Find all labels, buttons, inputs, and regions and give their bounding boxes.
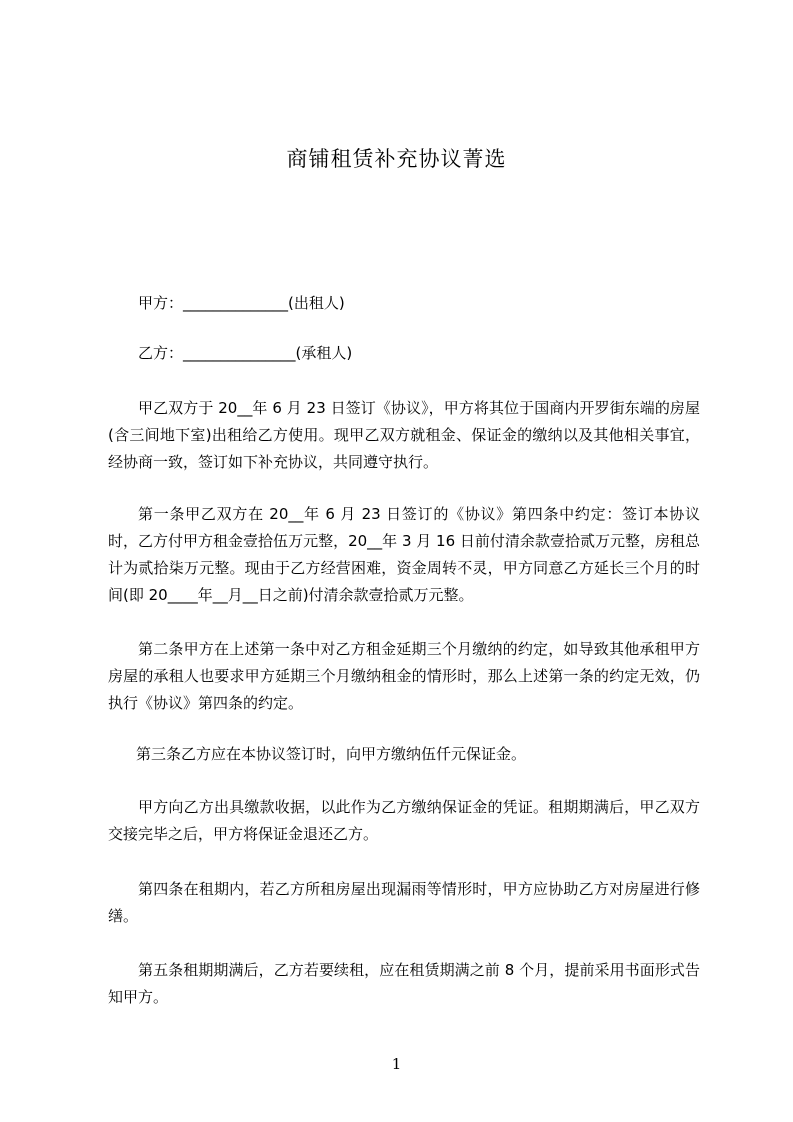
paragraph-article-1: 第一条甲乙双方在 20__年 6 月 23 日签订的《协议》第四条中约定：签订本协议时，乙方付甲方租金壹拾伍万元整，20__年 3 月 16 日前付清余款壹拾贰万元整，房租总计为贰拾柒万元整。现由于乙方经营困难，资金周转不灵，甲方同意乙方延长三个月的时间(即 20____年__月__日之前)付清余款壹拾贰万元整。	[108, 505, 700, 604]
document-title: 商铺租赁补充协议菁选	[286, 147, 507, 171]
paragraph-deposit-receipt: 甲方向乙方出具缴款收据，以此作为乙方缴纳保证金的凭证。租期期满后，甲乙双方交接完毕之后，甲方将保证金退还乙方。	[108, 798, 700, 843]
paragraph-article-3: 第三条乙方应在本协议签订时，向甲方缴纳伍仟元保证金。	[136, 745, 527, 763]
page-number: 1	[391, 1055, 402, 1073]
paragraph-intro: 甲乙双方于 20__年 6 月 23 日签订《协议》，甲方将其位于国商内开罗街东端的房屋(含三间地下室)出租给乙方使用。现甲乙双方就租金、保证金的缴纳以及其他相关事宜，经协商一致，签订如下补充协议，共同遵守执行。	[108, 399, 700, 471]
party-b-line: 乙方：_______________(承租人)	[138, 344, 353, 362]
paragraph-article-2: 第二条甲方在上述第一条中对乙方租金延期三个月缴纳的约定，如导致其他承租甲方房屋的承租人也要求甲方延期三个月缴纳租金的情形时，那么上述第一条的约定无效，仍执行《协议》第四条的约定。	[108, 640, 700, 712]
paragraph-article-4: 第四条在租期内，若乙方所租房屋出现漏雨等情形时，甲方应协助乙方对房屋进行修缮。	[108, 880, 700, 925]
party-a-line: 甲方：______________(出租人)	[138, 294, 345, 312]
paragraph-article-5: 第五条租期期满后，乙方若要续租，应在租赁期满之前 8 个月，提前采用书面形式告知甲方。	[108, 961, 700, 1006]
